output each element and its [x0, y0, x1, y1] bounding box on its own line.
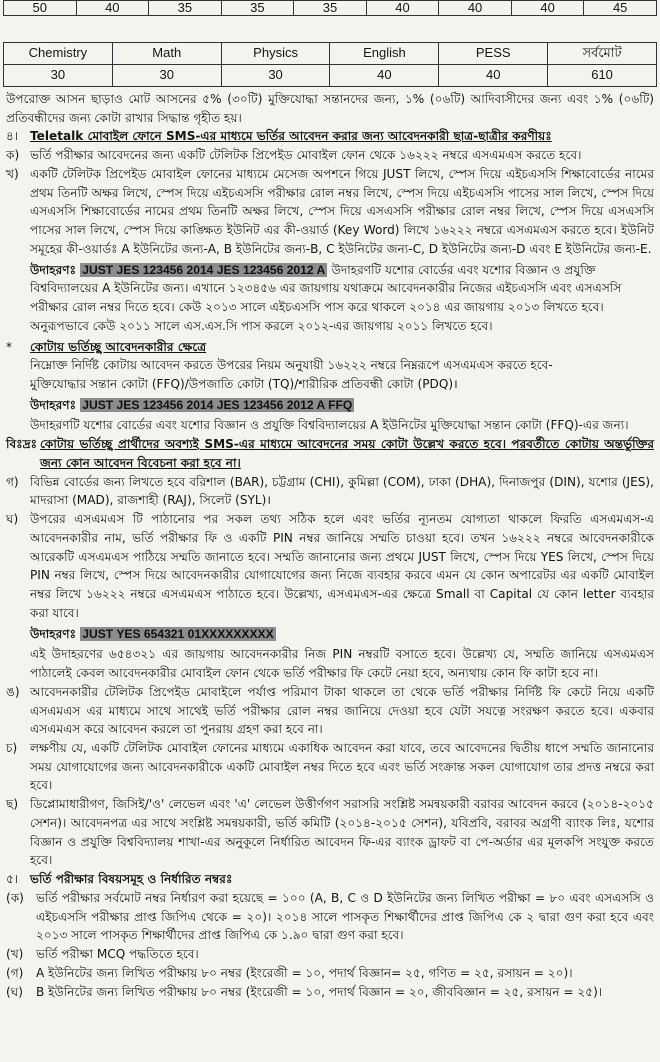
table-cell: 35 [221, 1, 294, 16]
table-header: সর্বমোট [548, 43, 657, 65]
list-item [6, 983, 654, 1002]
list-item [6, 945, 654, 964]
table-cell: 40 [439, 65, 548, 87]
section-title: Teletalk মোবাইল ফোনে SMS-এর মাধ্যমে ভর্তির আবেদন করার জন্য আবেদনকারী ছাত্র-ছাত্রীর করণীয়ঃ [30, 129, 552, 144]
list-item [6, 146, 654, 165]
section-4-heading [6, 127, 654, 146]
list-item [6, 889, 654, 945]
example-3 [30, 625, 654, 644]
list-item [6, 964, 654, 983]
quota-heading [6, 338, 654, 357]
quota-intro: উপরোক্ত আসন ছাড়াও মোট আসনের ৫% (৩০টি) মুক্তিযোদ্ধা সন্তানদের জন্য, ১% (০৬টি) আদিবাসীদের জন্য এবং ১% (০৬টি) প্রতিবন্ধীদের জন্য কোটা রাখার সিদ্ধান্ত গৃহীত হয়। [6, 92, 654, 125]
section-number: ৪। [6, 129, 19, 144]
item-label: চ) [6, 740, 18, 755]
example-code: JUST JES 123456 2014 JES 123456 2012 A [82, 262, 326, 277]
item-text: আবেদনকারীর টেলিটক প্রিপেইড মোবাইলে পর্যাপ্ত পরিমাণ টাকা থাকলে তা থেকে ভর্তি পরীক্ষার নির্দিষ্ট ফি কেটে নিয়ে একটি এসএমএস এর মাধ্যমে সাথে সাথেই ভর্তি পরীক্ষার রোল নম্বর জানিয়ে দেওয়া হবে যেটা সযত্নে সংরক্ষণ করতে হবে। একবার এসএমএস করে আবেদন করলে তা পুনরায় গ্রহণ করা হবে না। [30, 684, 654, 737]
example-code: JUST YES 654321 01XXXXXXXXX [82, 626, 274, 641]
quota-text: মুক্তিযোদ্ধার সন্তান কোটা (FFQ)/উপজাতি কোটা (TQ)/শারীরিক প্রতিবন্ধী কোটা (PDQ)। [30, 377, 458, 392]
table-cell: 50 [4, 1, 77, 16]
table-cell: 40 [330, 65, 439, 87]
item-label: ক) [6, 148, 20, 163]
document-body [0, 87, 660, 1001]
item-text: ভর্তি পরীক্ষা MCQ পদ্ধতিতে হবে। [36, 947, 199, 962]
item-label: গ) [6, 474, 19, 489]
table-cell: 30 [221, 65, 330, 87]
item-label: খ) [6, 166, 19, 181]
table-cell: 40 [76, 1, 149, 16]
section-title: ভর্তি পরীক্ষার বিষয়সমূহ ও নির্ধারিত নম্বরঃ [30, 872, 233, 887]
quota-text: নিম্নোক্ত নির্দিষ্ট কোটায় আবেদন করতে উপরের নিয়ম অনুযায়ী ১৬২২২ নম্বরে নিম্নরূপে এসএমএস করতে হবে- [30, 358, 553, 373]
note [6, 435, 654, 472]
item-text: উপরের এসএমএস টি পাঠানোর পর সকল তথ্য সঠিক হলে এবং ভর্তির ন্যূনতম যোগ্যতা থাকলে ফিরতি এসএমএস-এ আবেদনকারীর নাম, ভর্তি পরীক্ষার ফি ও একটি PIN নম্বর জানিয়ে সম্মতি চাওয়া হবে। তখন ১৬২২২ নম্বরে আবেদনকারীকে আরেকটি এসএমএস পাঠিয়ে সম্মতি জানাতে হবে। সম্মতি জানানোর জন্য প্রথমে JUST লিখে, স্পেস দিয়ে YES লিখে, স্পেস দিয়ে PIN নম্বর লিখে, স্পেস দিয়ে আবেদনকারীর যোগাযোগের জন্য নিজে ব্যবহার করবে এমন যে কোন অপারেটর এর একটি মোবাইল নম্বর লিখে ১৬২২২ নম্বরে এসএমএস পাঠাতে হবে। উল্লেখ্য, এসএমএস-এর ক্ষেত্রে Small বা Capital যে কোন letter ব্যবহার করা যাবে। [30, 512, 654, 620]
table-cell: 45 [584, 1, 657, 16]
list-item [6, 739, 654, 795]
item-text: ভর্তি পরীক্ষার সর্বমোট নম্বর নির্ধারণ করা হয়েছে = ১০০ (A, B, C ও D ইউনিটের জন্য লিখিত পরীক্ষা = ৮০ এবং এসএসসি ও এইচএসসি পরীক্ষার প্রাপ্ত জিপিএ থেকে = ২০)। ২০১৪ সালে পাসকৃত শিক্ষার্থীদের প্রাপ্ত জিপিএ কে ২ দ্বারা গুণ করা হবে এবং ২০১৩ সালে পাসকৃত শিক্ষার্থীদের প্রাপ্ত জিপিএ কে ১.৯০ দ্বারা গুণ করা হবে। [36, 890, 654, 943]
note-label: বিঃদ্রঃ [6, 437, 38, 452]
item-text: বিভিন্ন বোর্ডের জন্য লিখতে হবে বরিশাল (BAR), চট্টগ্রাম (CHI), কুমিল্লা (COM), ঢাকা (DHA), দিনাজপুর (DIN), যশোর (JES), মাদরাসা (MAD), রাজশাহী (RAJ), সিলেট (SYL)। [30, 474, 654, 508]
example-2 [30, 396, 654, 415]
table-cell: 40 [366, 1, 439, 16]
item-text: ডিপ্লোমাধারীগণ, জিসিই/'ও' লেভেল এবং 'এ' লেভেল উত্তীর্ণগণ সরাসরি সংশ্লিষ্ট সমন্বয়কারী বরাবর আবেদন করবে (২০১৪-২০১৫ সেশন)। আবেদনপত্র এর সাথে সংশ্লিষ্ট সমন্বয়কারী, ভর্তি কমিটি (২০১৪-২০১৫ সেশন), যবিপ্রবি, বরাবর অগ্রণী ব্যাংক লিঃ, যশোর বিজ্ঞান ও প্রযুক্তি বিশ্ববিদ্যালয় শাখা-এর অনুকূলে নির্ধারিত আবেদন ফি-এর ব্যাংক ড্রাফট বা পে-অর্ডার এর মূলকপি সংযুক্ত করতে হবে। [30, 797, 654, 868]
item-label: ছ) [6, 797, 19, 812]
table-cell: 35 [149, 1, 222, 16]
table-cell: 610 [548, 65, 657, 87]
table-cell: 40 [511, 1, 584, 16]
item-text: ভর্তি পরীক্ষার আবেদনের জন্য একটি টেলিটক প্রিপেইড মোবাইল ফোন থেকে ১৬২২২ নম্বরে এসএমএস করতে হবে। [30, 148, 582, 163]
table-cell: 40 [439, 1, 512, 16]
example-explanation: এই উদাহরণের ৬৫৪৩২১ এর জায়গায় আবেদনকারীর নিজ PIN নম্বরটি বসাতে হবে। উল্লেখ্য যে, সম্মতি জানিয়ে এসএমএস পাঠালেই কেবল আবেদনকারীর মোবাইল ফোন থেকে ভর্তি পরীক্ষার ফি কেটে নেয়া হবে, অন্যথায় কোন ফি কাটা হবে না। [30, 647, 654, 681]
table-header: Physics [221, 43, 330, 65]
item-text: লক্ষণীয় যে, একটি টেলিটক মোবাইল ফোনের মাধ্যমে একাধিক আবেদন করা যাবে, তবে আবেদনের দ্বিতীয় ধাপে সম্মতি জানানোর সময় যোগাযোগের জন্য আবেদনকারীকে একটি মোবাইল নম্বর দিতে হবে এবং ভর্তি সংক্রান্ত সকল যোগাযোগ তার প্রদত্ত নম্বরে করা হবে। [30, 740, 654, 793]
item-label: (খ) [6, 947, 24, 962]
item-text: একটি টেলিটক প্রিপেইড মোবাইল ফোনের মাধ্যমে মেসেজ অপশনে গিয়ে JUST লিখে, স্পেস দিয়ে এইচএসসি শিক্ষাবোর্ডের নামের প্রথম তিনটি অক্ষর লিখে, স্পেস দিয়ে এইচএসসি পরীক্ষার রোল নম্বর লিখে, স্পেস দিয়ে এইচএসসি পাসের সাল লিখে, স্পেস দিয়ে এসএসসি শিক্ষাবোর্ডের নামের প্রথম তিনটি অক্ষর লিখে, স্পেস দিয়ে এসএসসি পরীক্ষার রোল নম্বর লিখে, স্পেস দিয়ে এসএসসি পাসের সাল লিখে, স্পেস দিয়ে কাঙ্ক্ষিত ইউনিট এর কী-ওয়ার্ড (Key Word) লিখে ১৬২২২ নম্বরে এসএমএস করতে হবে। ইউনিট সমূহের কী-ওয়ার্ডঃ A ইউনিটের জন্য-A, B ইউনিটের জন্য-B, C ইউনিটের জন্য-C, D ইউনিটের জন্য-D এবং E ইউনিটের জন্য-E. [30, 166, 654, 256]
table-cell: 35 [294, 1, 367, 16]
table-row [4, 1, 657, 16]
example-lead: উদাহরণঃ [30, 626, 77, 641]
list-item [6, 683, 654, 739]
example-lead: উদাহরণঃ [30, 397, 77, 412]
section-5-heading [6, 870, 654, 889]
item-label: ঙ) [6, 684, 20, 699]
item-label: (ক) [6, 890, 24, 905]
table-cell: 30 [4, 65, 113, 87]
note-text: কোটায় ভর্তিচ্ছু প্রার্থীদের অবশ্যই SMS-এর মাধ্যমে আবেদনের সময় কোটা উল্লেখ করতে হবে। পরবর্তীতে কোটায় অন্তর্ভুক্তির জন্য কোন আবেদন বিবেচনা করা হবে না। [40, 437, 654, 470]
bullet-marker: * [6, 339, 13, 354]
example-1 [30, 261, 654, 336]
item-label: (গ) [6, 965, 24, 980]
table-row [4, 65, 657, 87]
list-item [6, 510, 654, 622]
quota-text: উদাহরণটি যশোর বোর্ডের এবং যশোর বিজ্ঞান ও প্রযুক্তি বিশ্ববিদ্যালয়ের A ইউনিটের মুক্তিযোদ্ধা সন্তান কোটা (FFQ)-এর জন্য। [30, 418, 629, 433]
table-cell: 30 [112, 65, 221, 87]
table-header-row [4, 43, 657, 65]
seat-table-top [3, 0, 657, 16]
item-text: A ইউনিটের জন্য লিখিত পরীক্ষায় ৮০ নম্বর (ইংরেজী = ১০, পদার্থ বিজ্ঞান= ২৫, গণিত = ২৫, রসায়ন = ২০)। [36, 965, 573, 980]
example-explanation: উদাহরণটি যশোর বোর্ডের এবং যশোর বিজ্ঞান ও প্রযুক্তি বিশ্ববিদ্যালয়ের A ইউনিটের জন্য। এখানে ১২৩৪৫৬ এর জায়গায় যথাক্রমে আবেদনকারীর নিজের এইচএসসি এবং এসএসসি পরীক্ষার রোল নম্বর দিতে হবে। কেউ ২০১৩ সালে এইচএসসি পাস করে থাকলে ২০১৪ এর জায়গায় ২০১৩ লিখতে হবে। অনুরূপভাবে কেউ ২০১১ সালে এস.এস.সি পাস করলে ২০১২-এর জায়গায় ২০১১ লিখতে হবে। [30, 262, 622, 333]
section-number: ৫। [6, 872, 19, 887]
table-header: Math [112, 43, 221, 65]
table-header: Chemistry [4, 43, 113, 65]
item-label: ঘ) [6, 512, 19, 527]
table-header: PESS [439, 43, 548, 65]
quota-title: কোটায় ভর্তিচ্ছু আবেদনকারীর ক্ষেত্রে [30, 339, 207, 354]
list-item [6, 473, 654, 510]
example-code: JUST JES 123456 2014 JES 123456 2012 A FFQ [82, 397, 353, 412]
list-item [6, 165, 654, 259]
table-header: English [330, 43, 439, 65]
example-lead: উদাহরণঃ [30, 262, 77, 277]
item-label: (ঘ) [6, 984, 23, 999]
seat-table-main [3, 42, 657, 87]
list-item [6, 795, 654, 870]
item-text: B ইউনিটের জন্য লিখিত পরীক্ষায় ৮০ নম্বর (ইংরেজী = ১০, পদার্থ বিজ্ঞান = ২০, জীববিজ্ঞান = ২৫, রসায়ন = ২৫)। [36, 984, 603, 999]
